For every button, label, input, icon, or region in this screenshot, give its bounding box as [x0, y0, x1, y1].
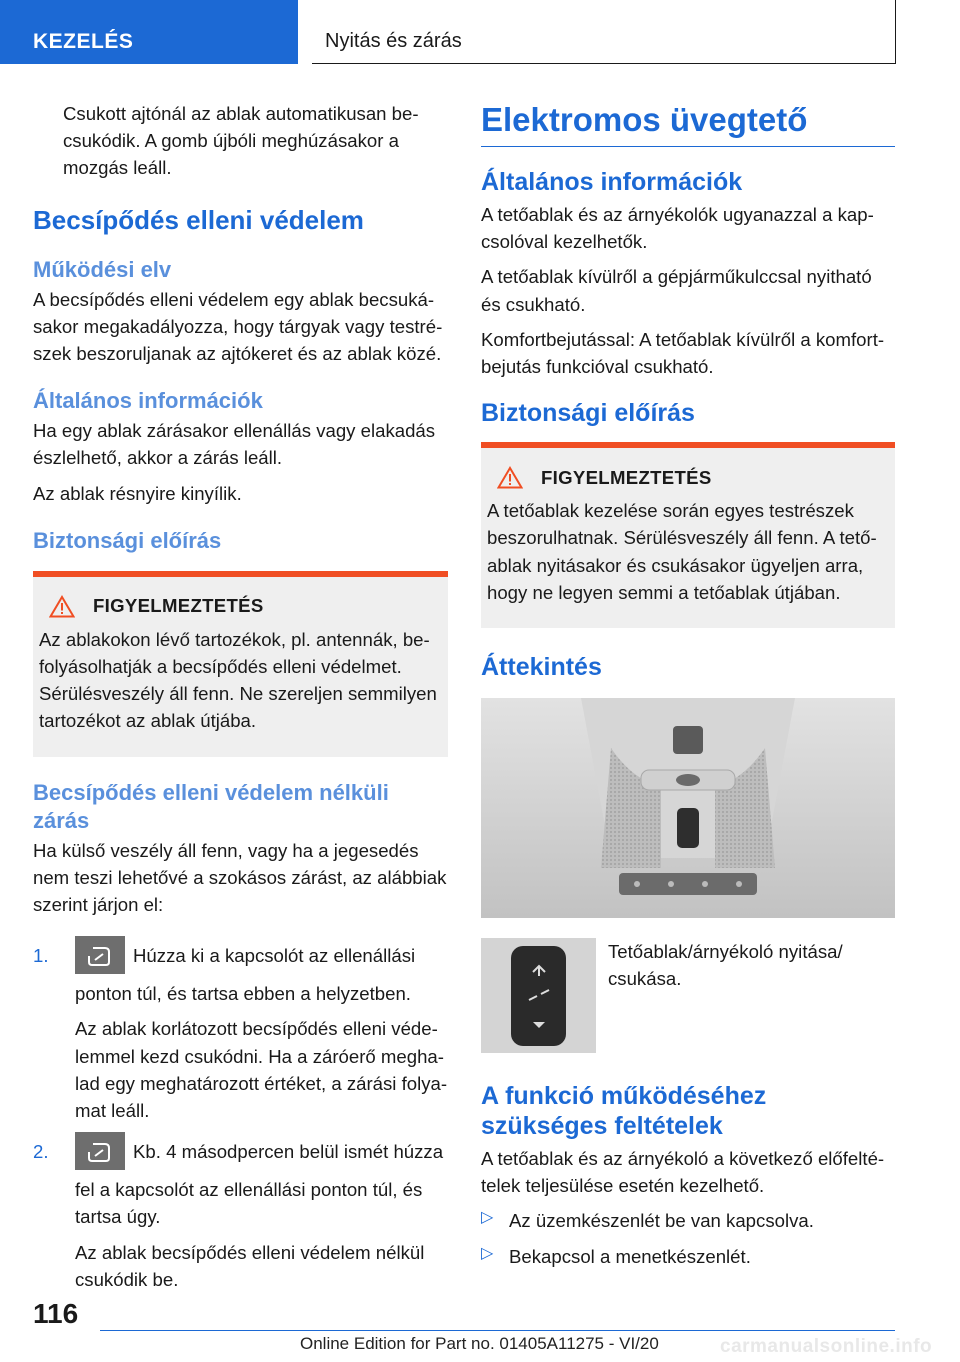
heading-pinch-protection: Becsípődés elleni védelem — [33, 204, 364, 235]
triangle-bullet-icon: ▷ — [481, 1244, 494, 1262]
heading-safety-right: Biztonsági előírás — [481, 399, 695, 428]
figure-row — [481, 938, 895, 1053]
page-number: 116 — [33, 1298, 79, 1329]
right-column — [481, 100, 895, 1278]
warning-header — [487, 466, 889, 489]
edition-text: Online Edition for Part no. 01405A11275 - VI/20 — [300, 1334, 659, 1353]
conditions-paragraph: A tetőablak és az árnyékoló a következő előfelté- telek teljesülése esetén kezelhető. — [481, 1148, 885, 1197]
step-number: 2. — [33, 1141, 49, 1163]
window-switch-icon — [75, 936, 125, 974]
intro-paragraph: Csukott ajtónál az ablak automatikusan be- csukódik. A gomb újbóli meghúzásakor a mozgás leáll. — [63, 103, 419, 179]
heading-no-pinch-closing: Becsípődés elleni védelem nélküli zárás — [33, 779, 389, 833]
overhead-console-photo — [481, 698, 895, 918]
step-text: Húzza ki a kapcsolót az ellenállási ponton túl, és tartsa ebben a helyzetben. — [75, 945, 416, 1005]
general-paragraph-2: Az ablak résnyire kinyílik. — [33, 482, 242, 504]
step-text: Kb. 4 másodpercen belül ismét húzza fel a kapcsolót az ellenállási ponton túl, és tartsa úgy. — [75, 1141, 444, 1228]
general-paragraph-1: Ha egy ablak zárásakor ellenállás vagy elakadás észlelhető, akkor a zárás leáll. — [33, 420, 436, 469]
triangle-bullet-icon: ▷ — [481, 1209, 494, 1227]
warning-triangle-icon — [49, 595, 75, 618]
step-number: 1. — [33, 945, 49, 967]
warning-box-right — [481, 442, 895, 628]
principle-paragraph: A becsípődés elleni védelem egy ablak becsuká- sakor megakadályozza, hogy tárgyak vagy testré- szek beszoruljanak az ajtókeret és az ablak közé. — [33, 288, 443, 365]
sunroof-paragraph-1: A tetőablak és az árnyékolók ugyanazzal a kap- csolóval kezelhetők. — [481, 204, 874, 253]
warning-text: A tetőablak kezelése során egyes testrészek beszorulhatnak. Sérülésveszély áll fenn. A tető- ablak nyitásakor és csukásakor ügyeljen arra, hogy ne legyen semmi a tetőablak útjában. — [487, 500, 877, 603]
step-subtext: Az ablak korlátozott becsípődés elleni véde- lemmel kezd csukódni. Ha a záróerő megha- lad egy meghatározott értéket, a zárási folya- mat leáll. — [75, 1018, 448, 1122]
figure-caption: Tetőablak/árnyékoló nyitása/ csukása. — [608, 941, 843, 990]
condition-item — [481, 1207, 895, 1234]
heading-general-info: Általános információk — [33, 388, 263, 414]
chapter-tab: KEZELÉS — [0, 0, 298, 64]
warning-box — [33, 571, 448, 757]
warning-triangle-icon — [497, 466, 523, 489]
sunroof-switch-photo — [481, 938, 596, 1053]
warning-text: Az ablakokon lévő tartozékok, pl. antennák, be- folyásolhatják a becsípődés elleni védelmet. Sérülésveszély áll fenn. Ne szereljen semmilyen tartozékot az ablak útjába. — [39, 628, 437, 732]
step-1 — [33, 942, 448, 1124]
sunroof-paragraph-2: A tetőablak kívülről a gépjárműkulccsal nyitható és csukható. — [481, 266, 872, 315]
no-pinch-paragraph: Ha külső veszély áll fenn, vagy ha a jegesedés nem teszi lehetővé a szokásos zárást, az alábbiak szerint járjon el: — [33, 839, 447, 916]
condition-text: Bekapcsol a menetkészenlét. — [509, 1245, 751, 1267]
heading-safety: Biztonsági előírás — [33, 527, 222, 553]
footer-divider — [100, 1330, 895, 1331]
left-column — [33, 100, 448, 1301]
heading-principle: Működési elv — [33, 256, 172, 282]
heading-conditions: A funkció működéséhez szükséges feltételek — [481, 1082, 767, 1141]
section-title: Nyitás és zárás — [312, 0, 896, 64]
sunroof-paragraph-3: Komfortbejutással: A tetőablak kívülről a komfort- bejutás funkcióval csukható. — [481, 328, 885, 378]
warning-title: FIGYELMEZTETÉS — [93, 595, 264, 617]
heading-sunroof: Elektromos üvegtető — [481, 100, 895, 147]
step-subtext: Az ablak becsípődés elleni védelem nélkül csukódik be. — [75, 1241, 425, 1290]
heading-general-info-right: Általános információk — [481, 168, 743, 196]
condition-text: Az üzemkészenlét be van kapcsolva. — [509, 1210, 814, 1232]
heading-overview: Áttekintés — [481, 653, 602, 682]
warning-header — [39, 595, 442, 618]
warning-title: FIGYELMEZTETÉS — [541, 466, 712, 488]
step-2 — [33, 1138, 448, 1293]
window-switch-icon — [75, 1132, 125, 1170]
watermark: carmanualsonline.info — [720, 1336, 933, 1357]
condition-item — [481, 1243, 895, 1270]
